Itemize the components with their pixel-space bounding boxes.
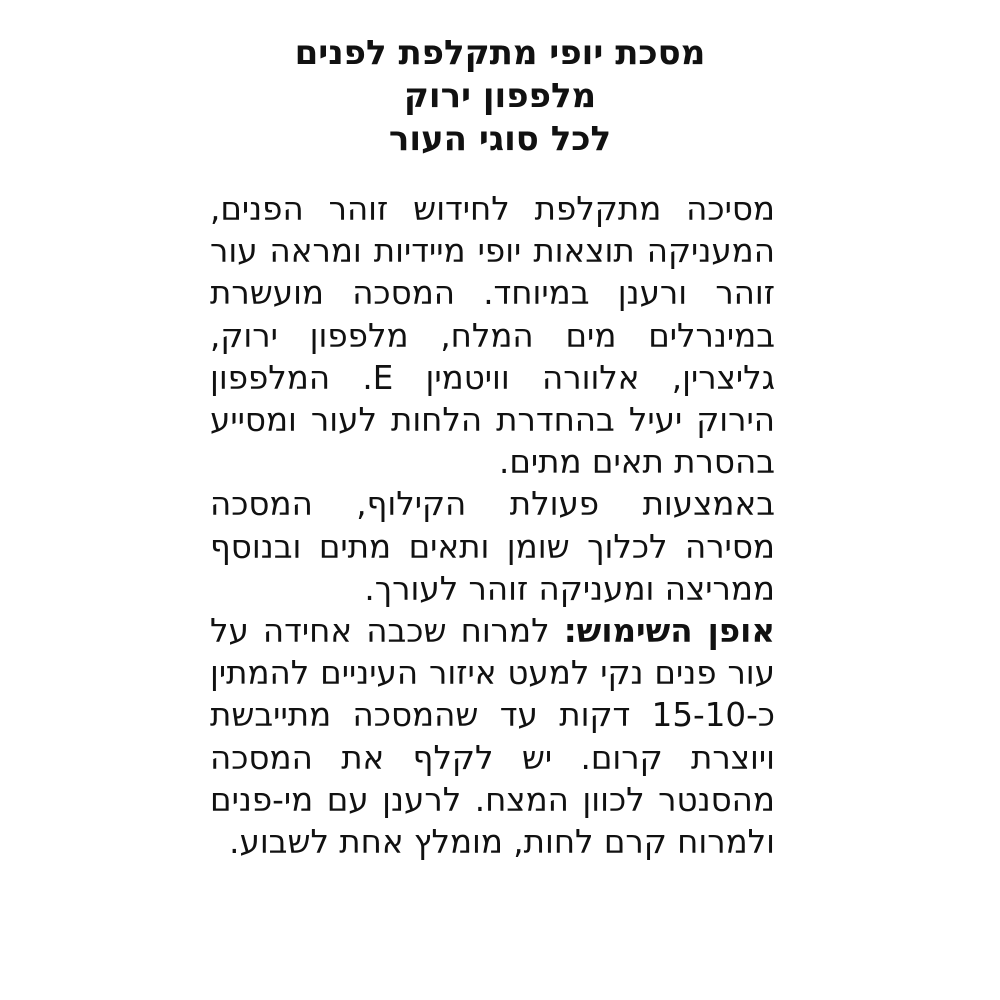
title-line-ingredient: מלפפון ירוק (403, 76, 597, 116)
product-title (200, 32, 800, 161)
description-paragraph: מסיכה מתקלפת לחידוש זוהר הפנים, המעניקה תוצאות יופי מיידיות ומראה עור זוהר ורענן במיוחד. המסכה מועשרת במינרלים מים המלח, מלפפון ירוק, גליצרין, אלוורה וויטמין E. המלפפון הירוק יעיל בהחדרת הלחות לעור ומסייע בהסרת תאים מתים. (210, 190, 775, 482)
title-line-product-name: מסכת יופי מתקלפת לפנים (294, 33, 706, 73)
peeling-paragraph: באמצעות פעולת הקילוף, המסכה מסירה לכלוך שומן ותאים מתים ובנוסף ממריצה ומעניקה זוהר לעורך. (210, 485, 775, 608)
product-description (210, 188, 775, 863)
title-line-skin-types: לכל סוגי העור (388, 119, 612, 159)
usage-paragraph (210, 610, 775, 863)
usage-label: אופן השימוש: (563, 612, 775, 651)
usage-instructions: למרוח שכבה אחידה על עור פנים נקי למעט איזור העיניים להמתין כ-15-10 דקות עד שהמסכה מתייבשת ויוצרת קרום. יש לקלף את המסכה מהסנטר לכוון המצח. לרענן עם מי-פנים ולמרוח קרם לחות, מומלץ אחת לשבוע. (210, 612, 775, 862)
